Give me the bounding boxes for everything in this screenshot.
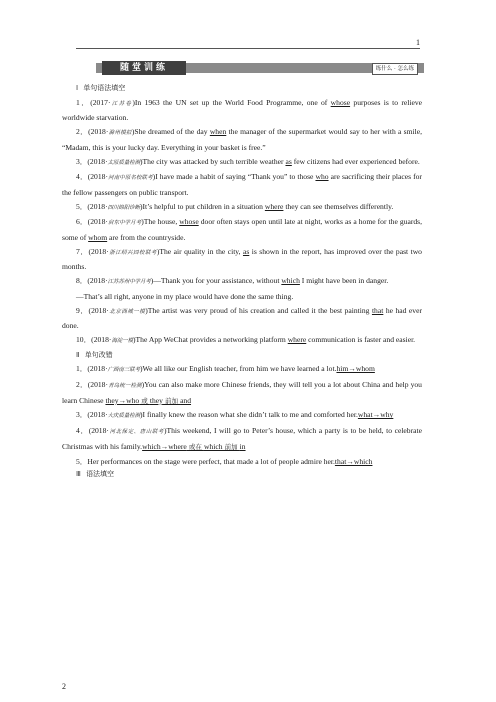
- answer: which: [281, 276, 300, 286]
- answer: whose: [179, 217, 199, 227]
- correction-item: 4．(2018·河北保定、唐山联考)This weekend, I will go to Peter’s house, which a party is to be held, to celebrate Christmas with his family.which→where 或在 which 前加 in: [62, 426, 422, 451]
- correction: which→where: [142, 441, 187, 451]
- correction: they→who: [105, 395, 140, 405]
- question-item: 2．(2018·滁州模拟)She dreamed of the day when the manager of the supermarket would say to her with a smile, “Madam, this is your lucky day. Everything in your basket is free.”: [62, 127, 422, 152]
- answer: whose: [330, 97, 351, 107]
- question-item: 9．(2018·北京西城一模)The artist was very proud of his creation and called it the best painting that he had ever done.: [62, 305, 422, 331]
- section-banner: [96, 61, 424, 75]
- correction: him→whom: [336, 364, 375, 374]
- section-numeral: Ⅱ: [76, 350, 80, 359]
- answer: that: [371, 305, 384, 315]
- section-heading: [62, 82, 422, 96]
- correction: what→why: [357, 410, 394, 420]
- question-item: 7．(2018·浙江绍兴四校联考)The air quality in the city, as is shown in the report, has improved over the past two months.: [62, 246, 422, 272]
- question-item: 8．(2018·江苏苏州中学月考)—Thank you for your assistance, without which I might have been in danger.: [76, 276, 389, 286]
- correction-item: 2．(2018·青岛统一检测)You can also make more Chinese friends, they will tell you a lot about China and help you learn Chinese they→who 或 they 前加 and: [62, 380, 422, 405]
- answer: where: [287, 334, 307, 344]
- question-item: 10．(2018·海淀一模)The App WeChat provides a networking platform where communication is faster and easier.: [76, 334, 416, 344]
- section-heading: [62, 468, 422, 482]
- banner-right-tag: 练什么 · 怎么练: [372, 63, 418, 75]
- section-title: 单句语法填空: [83, 84, 126, 92]
- page-number-bottom: 2: [62, 682, 66, 691]
- correction-item: 5．Her performances on the stage were perfect, that made a lot of people admire her.that→which: [76, 456, 373, 466]
- correction: that→which: [334, 456, 373, 466]
- banner-title: 随堂训练: [102, 61, 186, 75]
- answer: who: [315, 172, 329, 182]
- answer: as: [242, 246, 250, 256]
- answer: as: [285, 156, 292, 166]
- section-title: 语法填空: [86, 470, 115, 479]
- question-item: 3．(2018·太原质量检测)The city was attacked by such terrible weather as few citizens had ever experienced before.: [76, 156, 420, 166]
- dialogue-reply: —That’s all right, anyone in my place would have done the same thing.: [76, 291, 294, 301]
- section-numeral: Ⅲ: [76, 470, 81, 479]
- section-numeral: Ⅰ: [76, 84, 79, 92]
- page-number-top: 1: [416, 38, 420, 47]
- question-item: 1．(2017·江苏卷)In 1963 the UN set up the World Food Programme, one of whose purposes is to relieve worldwide starvation.: [62, 97, 422, 123]
- question-item: 6．(2018·启东中学月考)The house, whose door often stays open until late at night, works as a home for the guards, some of whom are from the countryside.: [62, 217, 422, 243]
- answer: when: [209, 127, 227, 137]
- header-rule: [76, 48, 420, 49]
- correction-item: 3．(2018·大庆质量检测)I finally knew the reason what she didn’t talk to me and comforted her.what→why: [76, 410, 394, 420]
- question-item: 4．(2018·河南中原名校联考)I have made a habit of saying “Thank you” to those who are sacrificing their places for the fellow passengers on public transport.: [62, 172, 422, 197]
- section-heading: [62, 349, 422, 363]
- answer: where: [264, 201, 284, 211]
- document-body: [62, 82, 422, 482]
- question-item: 5．(2018·四川绵阳诊断)It’s helpful to put children in a situation where they can see themselves differently.: [76, 201, 394, 211]
- correction-item: 1．(2018·广西南三联考)We all like our English teacher, from him we have learned a lot.him→whom: [76, 364, 375, 374]
- section-title: 单句改错: [84, 350, 113, 359]
- answer: whom: [88, 233, 108, 243]
